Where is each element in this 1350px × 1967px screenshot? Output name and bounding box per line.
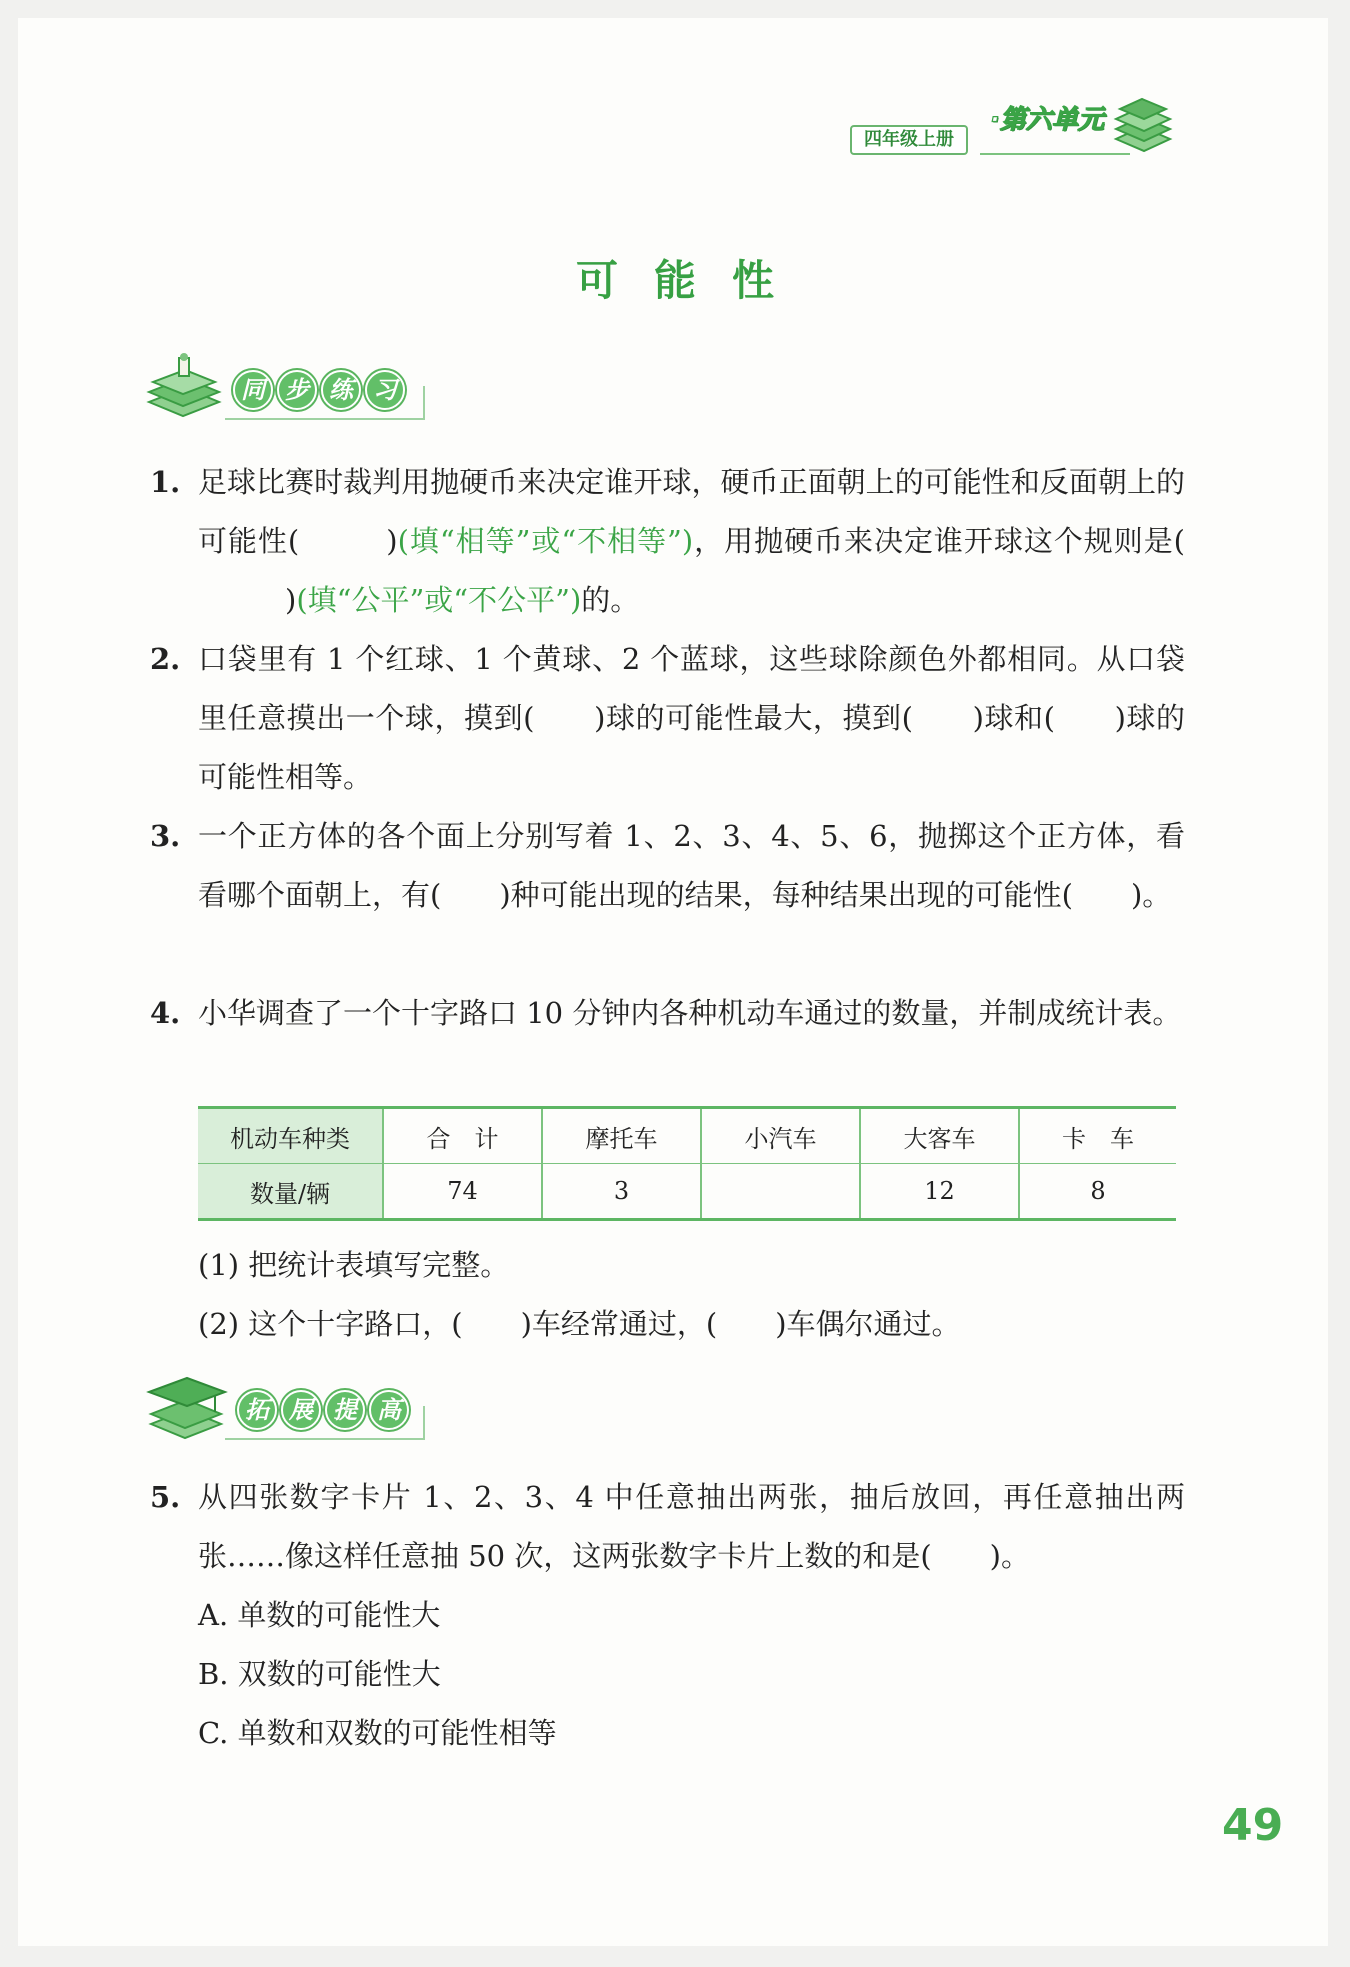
question-body: 从四张数字卡片 1、2、3、4 中任意抽出两张，抽后放回，再任意抽出两张……像这样任意抽 50 次，这两张数字卡片上数的和是( )。: [198, 1480, 1185, 1573]
table-cell-blank[interactable]: [701, 1164, 860, 1220]
unit-title: ·第六单元: [990, 105, 1104, 135]
question-body: 小华调查了一个十字路口 10 分钟内各种机动车通过的数量，并制成统计表。: [198, 996, 1182, 1030]
graduation-cap-books-icon: [145, 1372, 229, 1444]
table-cell: 3: [542, 1164, 701, 1220]
question-text: 足球比赛时裁判用抛硬币来决定谁开球，硬币正面朝上的可能性和反面朝上的可能性(: [198, 465, 1185, 558]
section-char: 展: [281, 1390, 321, 1430]
paren-close: ): [285, 583, 297, 617]
sub-question-1: (1) 把统计表填写完整。: [198, 1248, 510, 1282]
page-number: 49: [1222, 1800, 1284, 1851]
option-a[interactable]: A. 单数的可能性大: [198, 1598, 441, 1632]
section-char: 高: [369, 1390, 409, 1430]
table-row: [198, 1108, 1176, 1164]
section-char: 步: [277, 370, 317, 410]
header-divider: [980, 153, 1130, 155]
question-3: [150, 807, 1185, 925]
vehicle-stats-table: [198, 1106, 1176, 1221]
answer-blank[interactable]: [299, 512, 386, 571]
question-number: 3.: [150, 819, 181, 853]
section-char: 同: [233, 370, 273, 410]
answer-blank[interactable]: [198, 571, 285, 630]
question-text: ，用抛硬币来决定谁开球这个规则是(: [693, 524, 1185, 558]
table-header-cell: 摩托车: [542, 1108, 701, 1164]
grade-label: 四年级上册: [850, 125, 968, 155]
question-number: 1.: [150, 465, 181, 499]
question-text: 的。: [581, 583, 640, 617]
section-char: 练: [321, 370, 361, 410]
table-header-cell: 大客车: [860, 1108, 1019, 1164]
question-number: 5.: [150, 1480, 181, 1514]
table-row-label: 数量/辆: [198, 1164, 383, 1220]
table-header-cell: 机动车种类: [198, 1108, 383, 1164]
question-2: [150, 630, 1185, 807]
question-5: [150, 1468, 1185, 1586]
fill-hint: (填“相等”或“不相等”): [397, 524, 694, 558]
table-cell: 74: [383, 1164, 542, 1220]
table-header-cell: 卡 车: [1019, 1108, 1176, 1164]
book-stack-icon: [1112, 95, 1174, 157]
unit-header: [850, 95, 1180, 165]
question-number: 4.: [150, 996, 181, 1030]
question-number: 2.: [150, 642, 181, 676]
table-cell: 12: [860, 1164, 1019, 1220]
sub-question-2: (2) 这个十字路口，( )车经常通过，( )车偶尔通过。: [198, 1307, 961, 1341]
page-title: 可能性: [575, 256, 810, 305]
section-char: 提: [325, 1390, 365, 1430]
paren-close: ): [386, 524, 398, 558]
fill-hint: (填“公平”或“不公平”): [296, 583, 582, 617]
section-labels: [237, 1390, 409, 1430]
table-header-cell: 小汽车: [701, 1108, 860, 1164]
option-c[interactable]: C. 单数和双数的可能性相等: [198, 1716, 557, 1750]
question-body: 一个正方体的各个面上分别写着 1、2、3、4、5、6，抛掷这个正方体，看看哪个面朝上，有( )种可能出现的结果，每种结果出现的可能性( )。: [198, 819, 1185, 912]
table-header-cell: 合 计: [383, 1108, 542, 1164]
book-lamp-icon: [145, 352, 225, 424]
option-b[interactable]: B. 双数的可能性大: [198, 1657, 441, 1691]
section-labels: [233, 370, 405, 410]
question-4: [150, 984, 1185, 1043]
question-body: 口袋里有 1 个红球、1 个黄球、2 个蓝球，这些球除颜色外都相同。从口袋里任意摸出一个球，摸到( )球的可能性最大，摸到( )球和( )球的可能性相等。: [198, 642, 1185, 794]
table-row: [198, 1164, 1176, 1220]
question-body: [150, 453, 1185, 630]
section-char: 习: [365, 370, 405, 410]
section-char: 拓: [237, 1390, 277, 1430]
question-1: [150, 453, 1185, 630]
table-cell: 8: [1019, 1164, 1176, 1220]
